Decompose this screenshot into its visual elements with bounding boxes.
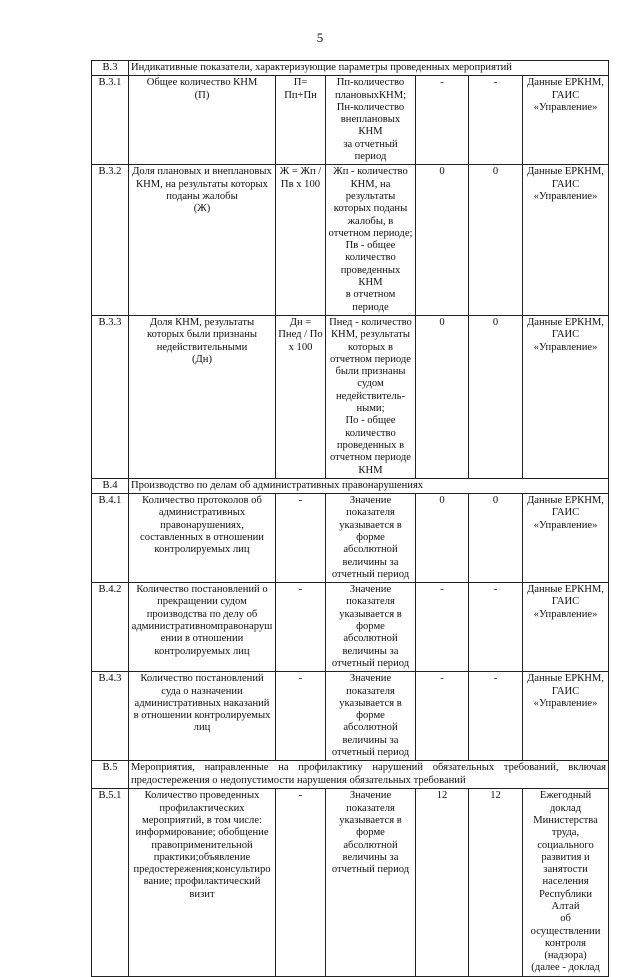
indicator-formula: -	[276, 494, 326, 583]
section-row-b5	[92, 761, 609, 789]
value-1: 0	[416, 165, 469, 316]
row-number: В.4.1	[92, 494, 129, 583]
row-number: В.5.1	[92, 789, 129, 976]
value-2: 12	[469, 789, 523, 976]
value-2: -	[469, 583, 523, 672]
value-2: -	[469, 76, 523, 165]
value-2: -	[469, 672, 523, 761]
table-row-b51	[92, 789, 609, 976]
indicator-formula: П= Пп+Пн	[276, 76, 326, 165]
row-number: В.4.3	[92, 672, 129, 761]
data-source: Ежегодный доклад Министерства труда, социального развития и занятости населения Республики Алтай об осуществлении контроля (надзора) (далее - доклад	[523, 789, 609, 976]
indicator-name: Доля плановых и внеплановых КНМ, на результаты которых поданы жалобы (Ж)	[129, 165, 276, 316]
row-number: В.4.2	[92, 583, 129, 672]
section-row-b3	[92, 61, 609, 76]
value-1: 0	[416, 315, 469, 478]
indicator-formula: -	[276, 583, 326, 672]
table-row-b42	[92, 583, 609, 672]
data-source: Данные ЕРКНМ, ГАИС «Управление»	[523, 315, 609, 478]
table-row-b43	[92, 672, 609, 761]
table-row-b31	[92, 76, 609, 165]
indicators-table	[91, 60, 609, 977]
data-source: Данные ЕРКНМ, ГАИС «Управление»	[523, 76, 609, 165]
indicator-comment: Значение показателя указывается в форме абсолютной величины за отчетный период	[326, 494, 416, 583]
indicator-comment: Значение показателя указывается в форме абсолютной величины за отчетный период	[326, 789, 416, 976]
value-2: 0	[469, 165, 523, 316]
data-source: Данные ЕРКНМ, ГАИС «Управление»	[523, 494, 609, 583]
data-source: Данные ЕРКНМ, ГАИС «Управление»	[523, 165, 609, 316]
indicator-name: Общее количество КНМ (П)	[129, 76, 276, 165]
page-number: 5	[316, 30, 324, 45]
section-row-b4	[92, 478, 609, 493]
indicator-comment: Пнед - количество КНМ, результаты которых в отчетном периоде были признаны судом недействитель- ными; По - общее количество проведенных в отчетном периоде КНМ	[326, 315, 416, 478]
table-row-b32	[92, 165, 609, 316]
section-number: В.4	[92, 478, 129, 493]
row-number: В.3.3	[92, 315, 129, 478]
data-source: Данные ЕРКНМ, ГАИС «Управление»	[523, 672, 609, 761]
section-number: В.5	[92, 761, 129, 789]
indicator-name: Количество постановлений суда о назначении административных наказаний в отношении контролируемых лиц	[129, 672, 276, 761]
value-1: 0	[416, 494, 469, 583]
indicator-formula: -	[276, 672, 326, 761]
indicator-formula: Дн = Пнед / По х 100	[276, 315, 326, 478]
indicator-comment: Значение показателя указывается в форме абсолютной величины за отчетный период	[326, 583, 416, 672]
section-number: В.3	[92, 61, 129, 76]
section-title: Производство по делам об административных правонарушениях	[129, 478, 609, 493]
value-1: -	[416, 583, 469, 672]
value-2: 0	[469, 315, 523, 478]
value-1: -	[416, 672, 469, 761]
section-title: Индикативные показатели, характеризующие параметры проведенных мероприятий	[129, 61, 609, 76]
row-number: В.3.1	[92, 76, 129, 165]
indicator-comment: Жп - количество КНМ, на результаты которых поданы жалобы, в отчетном периоде; Пв - общее количество проведенных КНМ в отчетном периоде	[326, 165, 416, 316]
value-2: 0	[469, 494, 523, 583]
row-number: В.3.2	[92, 165, 129, 316]
indicator-name: Количество протоколов об административных правонарушениях, составленных в отношении контролируемых лиц	[129, 494, 276, 583]
indicator-comment: Пп-количество плановыхКНМ; Пн-количество внеплановых КНМ за отчетный период	[326, 76, 416, 165]
indicator-name: Количество проведенных профилактических мероприятий, в том числе: информирование; обобщение правоприменительной практики;объявление предостережения;консультиро вание; профилактический визит	[129, 789, 276, 976]
data-source: Данные ЕРКНМ, ГАИС «Управление»	[523, 583, 609, 672]
value-1: 12	[416, 789, 469, 976]
table-row-b41	[92, 494, 609, 583]
indicator-comment: Значение показателя указывается в форме абсолютной величины за отчетный период	[326, 672, 416, 761]
indicator-formula: -	[276, 789, 326, 976]
indicator-name: Количество постановлений о прекращении судом производства по делу об административномправонаруш ении в отношении контролируемых лиц	[129, 583, 276, 672]
indicator-name: Доля КНМ, результаты которых были признаны недействительными (Дн)	[129, 315, 276, 478]
value-1: -	[416, 76, 469, 165]
indicator-formula: Ж = Жп / Пв х 100	[276, 165, 326, 316]
table-row-b33	[92, 315, 609, 478]
section-title: Мероприятия, направленные на профилактику нарушений обязательных требований, включая предостережения о недопустимости нарушения обязательных требований	[129, 761, 609, 789]
